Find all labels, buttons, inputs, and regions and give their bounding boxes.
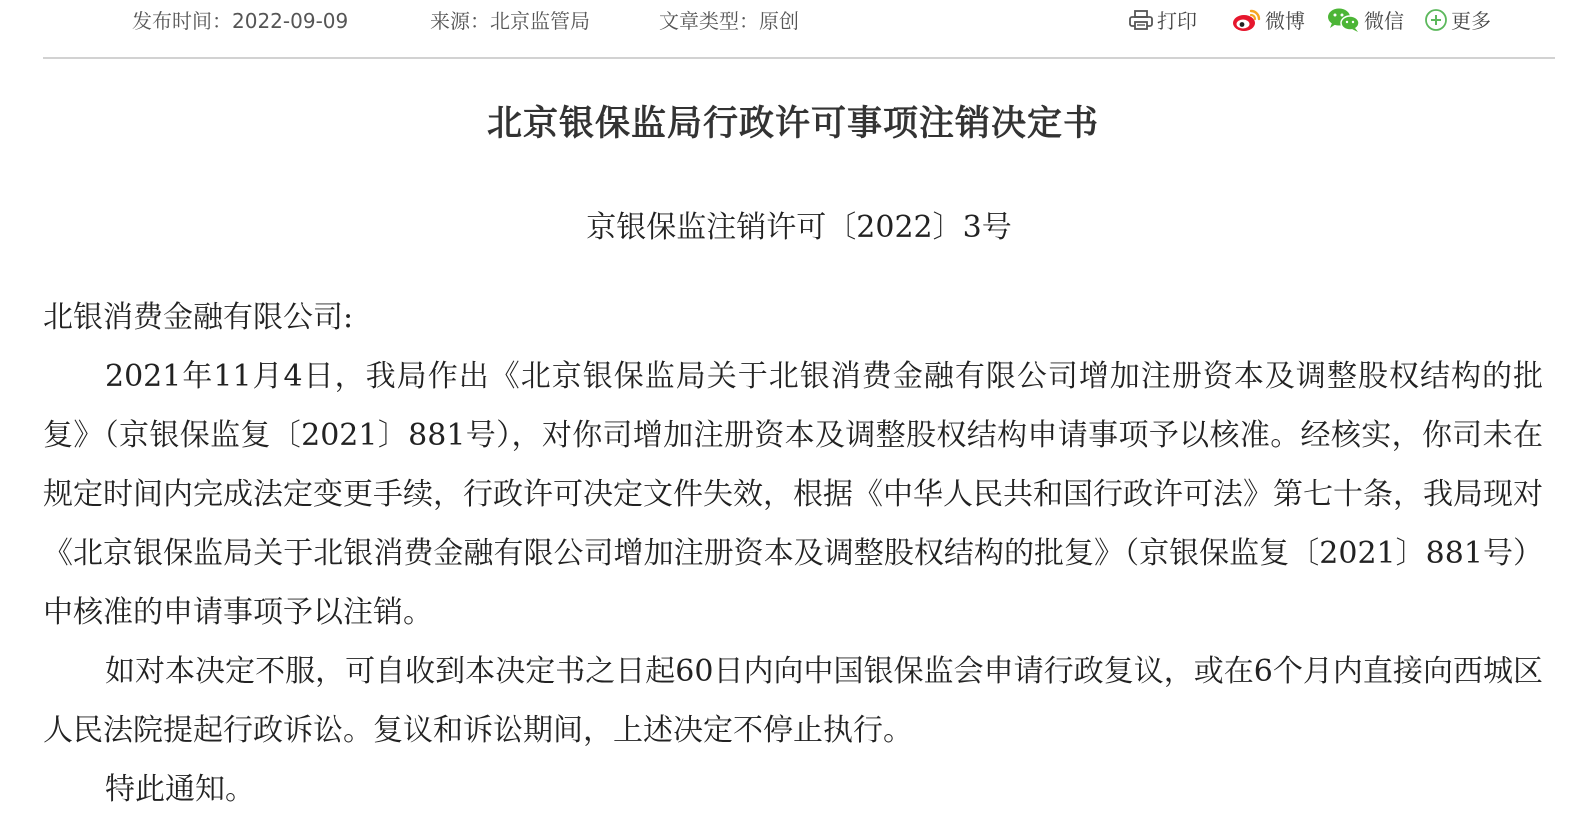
body-paragraph: 2021年11月4日，我局作出《北京银保监局关于北银消费金融有限公司增加注册资本及调整股权结构的批复》（京银保监复〔2021〕881号），对你司增加注册资本及调整股权结构申请事项予以核准。经核实，你司未在规定时间内完成法定变更手续，行政许可决定文件失效，根据《中华人民共和国行政许可法》第七十条，我局现对《北京银保监局关于北银消费金融有限公司增加注册资本及调整股权结构的批复》（京银保监复〔2021〕881号）中核准的申请事项予以注销。	[43, 359, 1543, 630]
document-body	[43, 288, 1543, 819]
wechat-icon	[1327, 7, 1361, 33]
more-share-button[interactable]	[1424, 5, 1491, 34]
closing-line: 特此通知。	[105, 772, 255, 807]
article-meta-bar	[43, 0, 1555, 40]
header-divider	[43, 57, 1555, 59]
addressee: 北银消费金融有限公司:	[43, 300, 354, 335]
more-label: 更多	[1451, 9, 1491, 33]
document-number: 京银保监注销许可〔2022〕3号	[586, 210, 1012, 245]
wechat-share-button[interactable]	[1327, 5, 1404, 34]
document-title: 北京银保监局行政许可事项注销决定书	[486, 104, 1099, 144]
printer-icon	[1128, 8, 1154, 32]
weibo-icon	[1232, 7, 1262, 33]
wechat-label: 微信	[1364, 9, 1404, 33]
publish-time: 发布时间：2022-09-09	[132, 9, 349, 33]
weibo-label: 微博	[1265, 9, 1305, 33]
article-type: 文章类型：原创	[659, 9, 799, 33]
plus-circle-icon	[1424, 8, 1448, 32]
weibo-share-button[interactable]	[1232, 5, 1305, 34]
print-label: 打印	[1157, 9, 1197, 33]
article-source: 来源：北京监管局	[430, 9, 590, 33]
print-button[interactable]	[1128, 5, 1197, 34]
body-paragraph: 如对本决定不服，可自收到本决定书之日起60日内向中国银保监会申请行政复议，或在6个月内直接向西城区人民法院提起行政诉讼。复议和诉讼期间，上述决定不停止执行。	[43, 654, 1543, 748]
